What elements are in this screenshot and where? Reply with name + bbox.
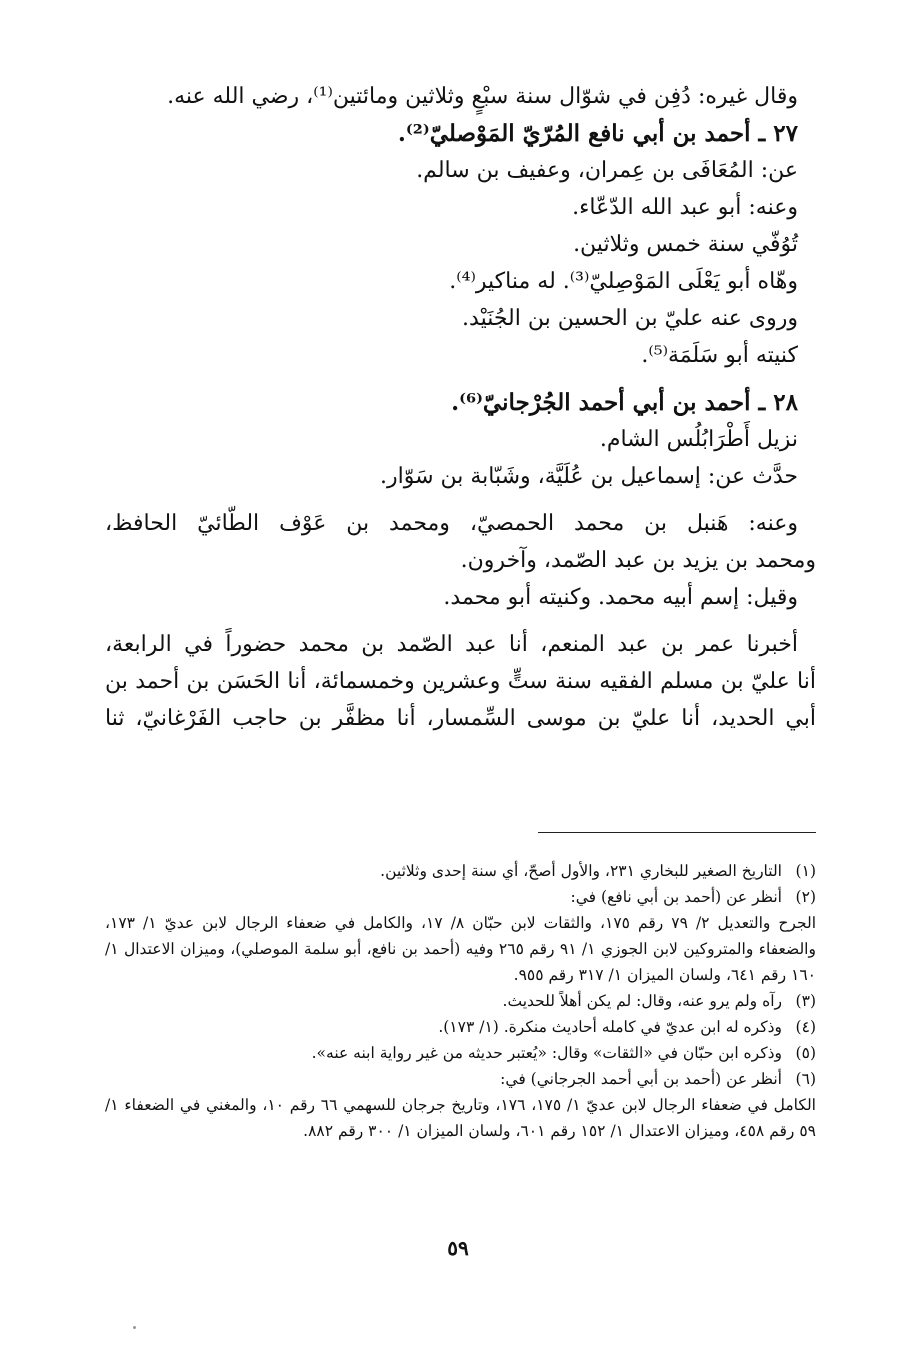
footnote: [105, 884, 816, 910]
footnote: [105, 858, 816, 884]
footnote-number: (١): [795, 862, 816, 880]
footnote-text: أنظر عن (أحمد بن أبي أحمد الجرجاني) في:: [500, 1070, 782, 1088]
text-line: وقيل: إسم أبيه محمد. وكنيته أبو محمد.: [443, 585, 798, 610]
text-line: وهّاه أبو يَعْلَى المَوْصِليّ⁽³⁾. له مناكير⁽⁴⁾.: [449, 269, 798, 294]
footnote-number: (٢): [795, 888, 816, 906]
footnote: [105, 1040, 816, 1066]
text-line: حدَّث عن: إسماعيل بن عُلَيَّة، وشَبّابة بن سَوّار.: [379, 464, 798, 489]
footnote-text: رآه ولم يرو عنه، وقال: لم يكن أهلاً للحديث.: [502, 992, 782, 1010]
entry-heading-27: ٢٧ ـ أحمد بن أبي نافع المُرّيّ المَوْصليّ⁽²⁾.: [397, 120, 798, 147]
text-line: وروى عنه عليّ بن الحسين بن الجُنَيْد.: [462, 306, 798, 331]
footnote: [105, 988, 816, 1014]
footnote: [105, 1066, 816, 1092]
text-line: تُوُفّي سنة خمس وثلاثين.: [573, 232, 798, 257]
main-text: [105, 78, 816, 737]
text-line: ومحمد بن يزيد بن عبد الصّمد، وآخرون.: [460, 548, 816, 573]
scan-speck: [133, 1326, 136, 1329]
footnote-continuation: الكامل في ضعفاء الرجال لابن عديّ ١/ ١٧٥، ١٧٦، وتاريخ جرجان للسهمي ٦٦ رقم ١٠، والمغني في الضعفاء ١/ ٥٩ رقم ٤٥٨، وميزان الاعتدال ١/ ١٥٢ رقم ٦٠١، ولسان الميزان ١/ ٣٠٠ رقم ٨٨٢.: [105, 1096, 816, 1140]
text-line: أخبرنا عمر بن عبد المنعم، أنا عبد الصّمد بن محمد حضوراً في الرابعة،: [105, 632, 798, 657]
footnote-number: (٤): [795, 1018, 816, 1036]
footnote-text: أنظر عن (أحمد بن أبي نافع) في:: [570, 888, 782, 906]
text-line: وعنه: أبو عبد الله الدّعّاء.: [572, 195, 798, 220]
text-line: نزيل أَطْرَابُلُس الشام.: [599, 427, 798, 452]
text-line: كنيته أبو سَلَمَة⁽⁵⁾.: [641, 343, 798, 368]
text-line: عن: المُعَافَى بن عِمران، وعفيف بن سالم.: [416, 158, 798, 183]
footnote-continuation: الجرح والتعديل ٢/ ٧٩ رقم ١٧٥، والثقات لابن حبّان ٨/ ١٧، والكامل في ضعفاء الرجال لابن عديّ ١/ ١٧٣، والضعفاء والمتروكين لابن الجوزي ١/ ٩١ رقم ٢٦٥ وفيه (أحمد بن نافع، أبو سلمة الموصلي)، وميزان الاعتدال ١/ ١٦٠ رقم ٦٤١، ولسان الميزان ١/ ٣١٧ رقم ٩٥٥.: [105, 914, 816, 984]
footnote-number: (٥): [795, 1044, 816, 1062]
footnote-text: وذكره له ابن عديّ في كامله أحاديث منكرة. (١/ ١٧٣).: [438, 1018, 782, 1036]
text-line: أبي الحديد، أنا عليّ بن موسى السِّمسار، أنا مظفَّر بن حاجب الفَرْغانيّ، ثنا: [105, 706, 816, 731]
footnote-text: التاريخ الصغير للبخاري ٢٣١، والأول أصحّ، أي سنة إحدى وثلاثين.: [380, 862, 782, 880]
footnote-text: وذكره ابن حبّان في «الثقات» وقال: «يُعتبر حديثه من غير رواية ابنه عنه».: [311, 1044, 782, 1062]
page-number: ٥٩: [447, 1236, 469, 1260]
entry-heading-28: ٢٨ ـ أحمد بن أبي أحمد الجُرْجانيّ⁽⁶⁾.: [451, 389, 798, 416]
text-line: وقال غيره: دُفِن في شوّال سنة سبْعٍ وثلاثين ومائتين⁽¹⁾، رضي الله عنه.: [167, 84, 798, 109]
footnote-number: (٦): [795, 1070, 816, 1088]
footnote: [105, 1014, 816, 1040]
text-line: وعنه: هَنبل بن محمد الحمصيّ، ومحمد بن عَوْف الطّائيّ الحافظ،: [105, 511, 798, 536]
text-line: أنا عليّ بن مسلم الفقيه سنة ستٍّ وعشرين وخمسمائة، أنا الحَسَن بن أحمد بن: [105, 669, 816, 694]
footnote-number: (٣): [795, 992, 816, 1010]
footnotes: [105, 858, 816, 1144]
footnote-divider: [538, 832, 816, 833]
